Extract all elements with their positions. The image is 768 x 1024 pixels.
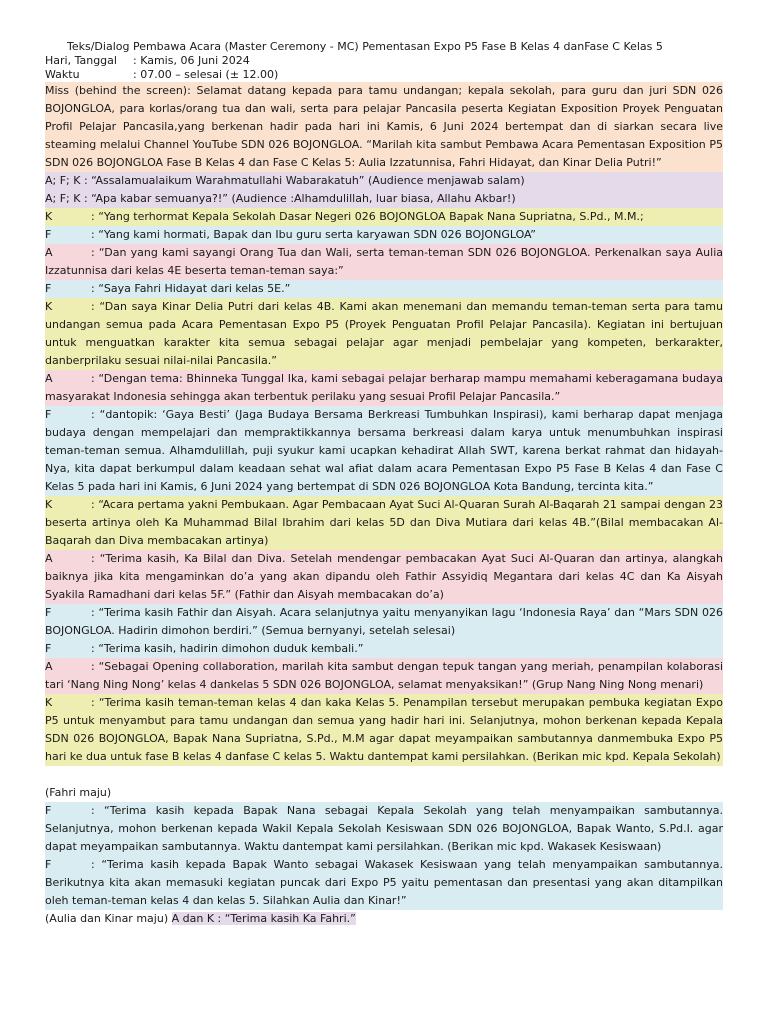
dialog-block-salam: A; F; K : “Assalamualaikum Warahmatullahi Wabarakatuh” (Audience menjawab salam) <box>45 172 723 190</box>
dialog-block: A : “Dan yang kami sayangi Orang Tua dan Wali, serta teman-teman SDN 026 BOJONGLOA. Perkenalkan saya Aulia Izzatunnisa dari kelas 4E beserta teman-teman saya:” <box>45 244 723 280</box>
speaker-label: A <box>45 246 53 259</box>
dialog-block: K : “Terima kasih teman-teman kelas 4 dan kaka Kelas 5. Penampilan tersebut merupakan pembuka kegiatan Expo P5 untuk menyambut para tamu undangan dan semua yang hadir hari ini. Selanjutnya, mohon berkenan kepada Kepala SDN 026 BOJONGLOA, Bapak Nana Supriatna, S.Pd., M.M agar dapat meyampaikan sambutannya danmembuka Expo P5 hari ke dua untuk fase B kelas 4 danfase C kelas 5. Waktu dantempat kami persilahkan. (Berikan mic kpd. Kepala Sekolah) <box>45 694 723 766</box>
speaker-label: F <box>45 858 52 871</box>
speaker-label: F <box>45 228 52 241</box>
speaker-label: K <box>45 498 53 511</box>
dialog-block: K : “Yang terhormat Kepala Sekolah Dasar Negeri 026 BOJONGLOA Bapak Nana Supriatna, S.Pd., M.M.; <box>45 208 723 226</box>
meta-date-value: : Kamis, 06 Juni 2024 <box>133 54 250 67</box>
speaker-label: F <box>45 282 52 295</box>
speaker-label: K <box>45 300 53 313</box>
dialog-block-intro: Miss (behind the screen): Selamat datang kepada para tamu undangan; kepala sekolah, para guru dan juri SDN 026 BOJONGLOA, para korlas/orang tua dan wali, serta para pelajar Pancasila peserta Kegiatan Exposition Proyek Penguatan Profil Pelajar Pancasila,yang berkenan hadir pada hari ini Kamis, 6 Juni 2024 bertempat dan di siarkan secara live steaming melalui Channel YouTube SDN 026 BOJONGLOA. “Marilah kita sambut Pembawa Acara Pementasan Exposition P5 SDN 026 BOJONGLOA Fase B Kelas 4 dan Fase C Kelas 5: Aulia Izzatunnisa, Fahri Hidayat, dan Kinar Delia Putri!” <box>45 82 723 172</box>
dialog-block: A : “Dengan tema: Bhinneka Tunggal Ika, kami sebagai pelajar berharap mampu memahami keberagamana budaya masyarakat Indonesia sehingga akan terbentuk perilaku yang sesuai Profil Pelajar Pancasila.” <box>45 370 723 406</box>
speaker-label: F <box>45 642 52 655</box>
document-title: Teks/Dialog Pembawa Acara (Master Ceremony - MC) Pementasan Expo P5 Fase B Kelas 4 danFase C Kelas 5 <box>67 40 663 53</box>
dialog-block: F : “dantopik: ‘Gaya Besti’ (Jaga Budaya Bersama Berkreasi Tumbuhkan Inspirasi), kami berharap dapat menjaga budaya dengan mempelajari dan mempraktikkannya bersama berkreasi dalam karya untuk menumbuhkan inspirasi teman-teman semua. Alhamdulillah, puji syukur kami ucapkan kehadirat Allah SWT, karena berkat rahmat dan hidayah-Nya, kita dapat berkumpul dalam keadaan sehat wal afiat dalam acara Pementasan Expo P5 Fase B Kelas 4 dan Fase C Kelas 5 pada hari ini Kamis, 6 Juni 2024 yang bertempat di SDN 026 BOJONGLOA Kota Bandung, tercinta kita.” <box>45 406 723 496</box>
speaker-label: F <box>45 606 52 619</box>
speaker-label: A <box>45 372 53 385</box>
closing-line: A dan K : “Terima kasih Ka Fahri.” <box>171 912 356 925</box>
speaker-label: A <box>45 552 53 565</box>
speaker-label: F <box>45 804 52 817</box>
meta-time-value: : 07.00 – selesai (± 12.00) <box>133 68 279 81</box>
meta-time-label: Waktu <box>45 68 80 81</box>
spacer <box>45 766 723 784</box>
dialog-block: F : “Terima kasih kepada Bapak Nana sebagai Kepala Sekolah yang telah menyampaikan sambutannya. Selanjutnya, mohon berkenan kepada Wakil Kepala Sekolah Kesiswaan SDN 026 BOJONGLOA, Bapak Wanto, S.Pd.I. agar dapat meyampaikan sambutannya. Waktu dantempat kami persilahkan. (Berikan mic kpd. Wakasek Kesiswaan) <box>45 802 723 856</box>
meta-date-row <box>45 54 723 68</box>
meta-time-row <box>45 68 723 82</box>
dialog-block: F : “Yang kami hormati, Bapak dan Ibu guru serta karyawan SDN 026 BOJONGLOA” <box>45 226 723 244</box>
dialog-block: F : “Terima kasih kepada Bapak Wanto sebagai Wakasek Kesiswaan yang telah menyampaikan sambutannya. Berikutnya kita akan memasuki kegiatan puncak dari Expo P5 yaitu pementasan dan presentasi yang akan ditampilkan oleh teman-teman kelas 4 dan kelas 5. Silahkan Aulia dan Kinar!” <box>45 856 723 910</box>
speaker-label: A <box>45 660 53 673</box>
dialog-block-closing: (Aulia dan Kinar maju) A dan K : “Terima kasih Ka Fahri.” <box>45 910 723 928</box>
speaker-label: K <box>45 210 53 223</box>
dialog-block: F : “Saya Fahri Hidayat dari kelas 5E.” <box>45 280 723 298</box>
dialog-block: K : “Acara pertama yakni Pembukaan. Agar Pembacaan Ayat Suci Al-Quaran Surah Al-Baqarah 21 sampai dengan 23 beserta artinya oleh Ka Muhammad Bilal Ibrahim dari kelas 5D dan Diva Mutiara dari kelas 4B.”(Bilal membacakan Al-Baqarah dan Diva membacakan artinya) <box>45 496 723 550</box>
dialog-block: F : “Terima kasih, hadirin dimohon duduk kembali.” <box>45 640 723 658</box>
meta-date-label: Hari, Tanggal <box>45 54 117 67</box>
dialog-block: F : “Terima kasih Fathir dan Aisyah. Acara selanjutnya yaitu menyanyikan lagu ‘Indonesia Raya’ dan “Mars SDN 026 BOJONGLOA. Hadirin dimohon berdiri.” (Semua bernyanyi, setelah selesai) <box>45 604 723 640</box>
dialog-block-kabar: A; F; K : “Apa kabar semuanya?!” (Audience :Alhamdulillah, luar biasa, Allahu Akbar!) <box>45 190 723 208</box>
stage-direction: (Fahri maju) <box>45 784 723 802</box>
dialog-block: A : “Terima kasih, Ka Bilal dan Diva. Setelah mendengar pembacakan Ayat Suci Al-Quaran dan artinya, alangkah baiknya jika kita mengaminkan do’a yang akan dipandu oleh Fathir Assyidiq Megantara dari kelas 4C dan Ka Aisyah Syakila Ramadhani dari kelas 5F.” (Fathir dan Aisyah membacakan do’a) <box>45 550 723 604</box>
speaker-label: F <box>45 408 52 421</box>
dialog-block: K : “Dan saya Kinar Delia Putri dari kelas 4B. Kami akan menemani dan memandu teman-teman serta para tamu undangan semua pada Acara Pementasan Expo P5 (Proyek Penguatan Profil Pelajar Pancasila). Kegiatan ini bertujuan untuk menguatkan karakter kita semua sebagai pelajar agar menjadi pembelajar yang kompeten, berkarakter, danberprilaku sesuai nilai-nilai Pancasila.” <box>45 298 723 370</box>
speaker-label: K <box>45 696 53 709</box>
dialog-block: A : “Sebagai Opening collaboration, marilah kita sambut dengan tepuk tangan yang meriah, penampilan kolaborasi tari ‘Nang Ning Nong’ kelas 4 dankelas 5 SDN 026 BOJONGLOA, selamat menyaksikan!” (Grup Nang Ning Nong menari) <box>45 658 723 694</box>
